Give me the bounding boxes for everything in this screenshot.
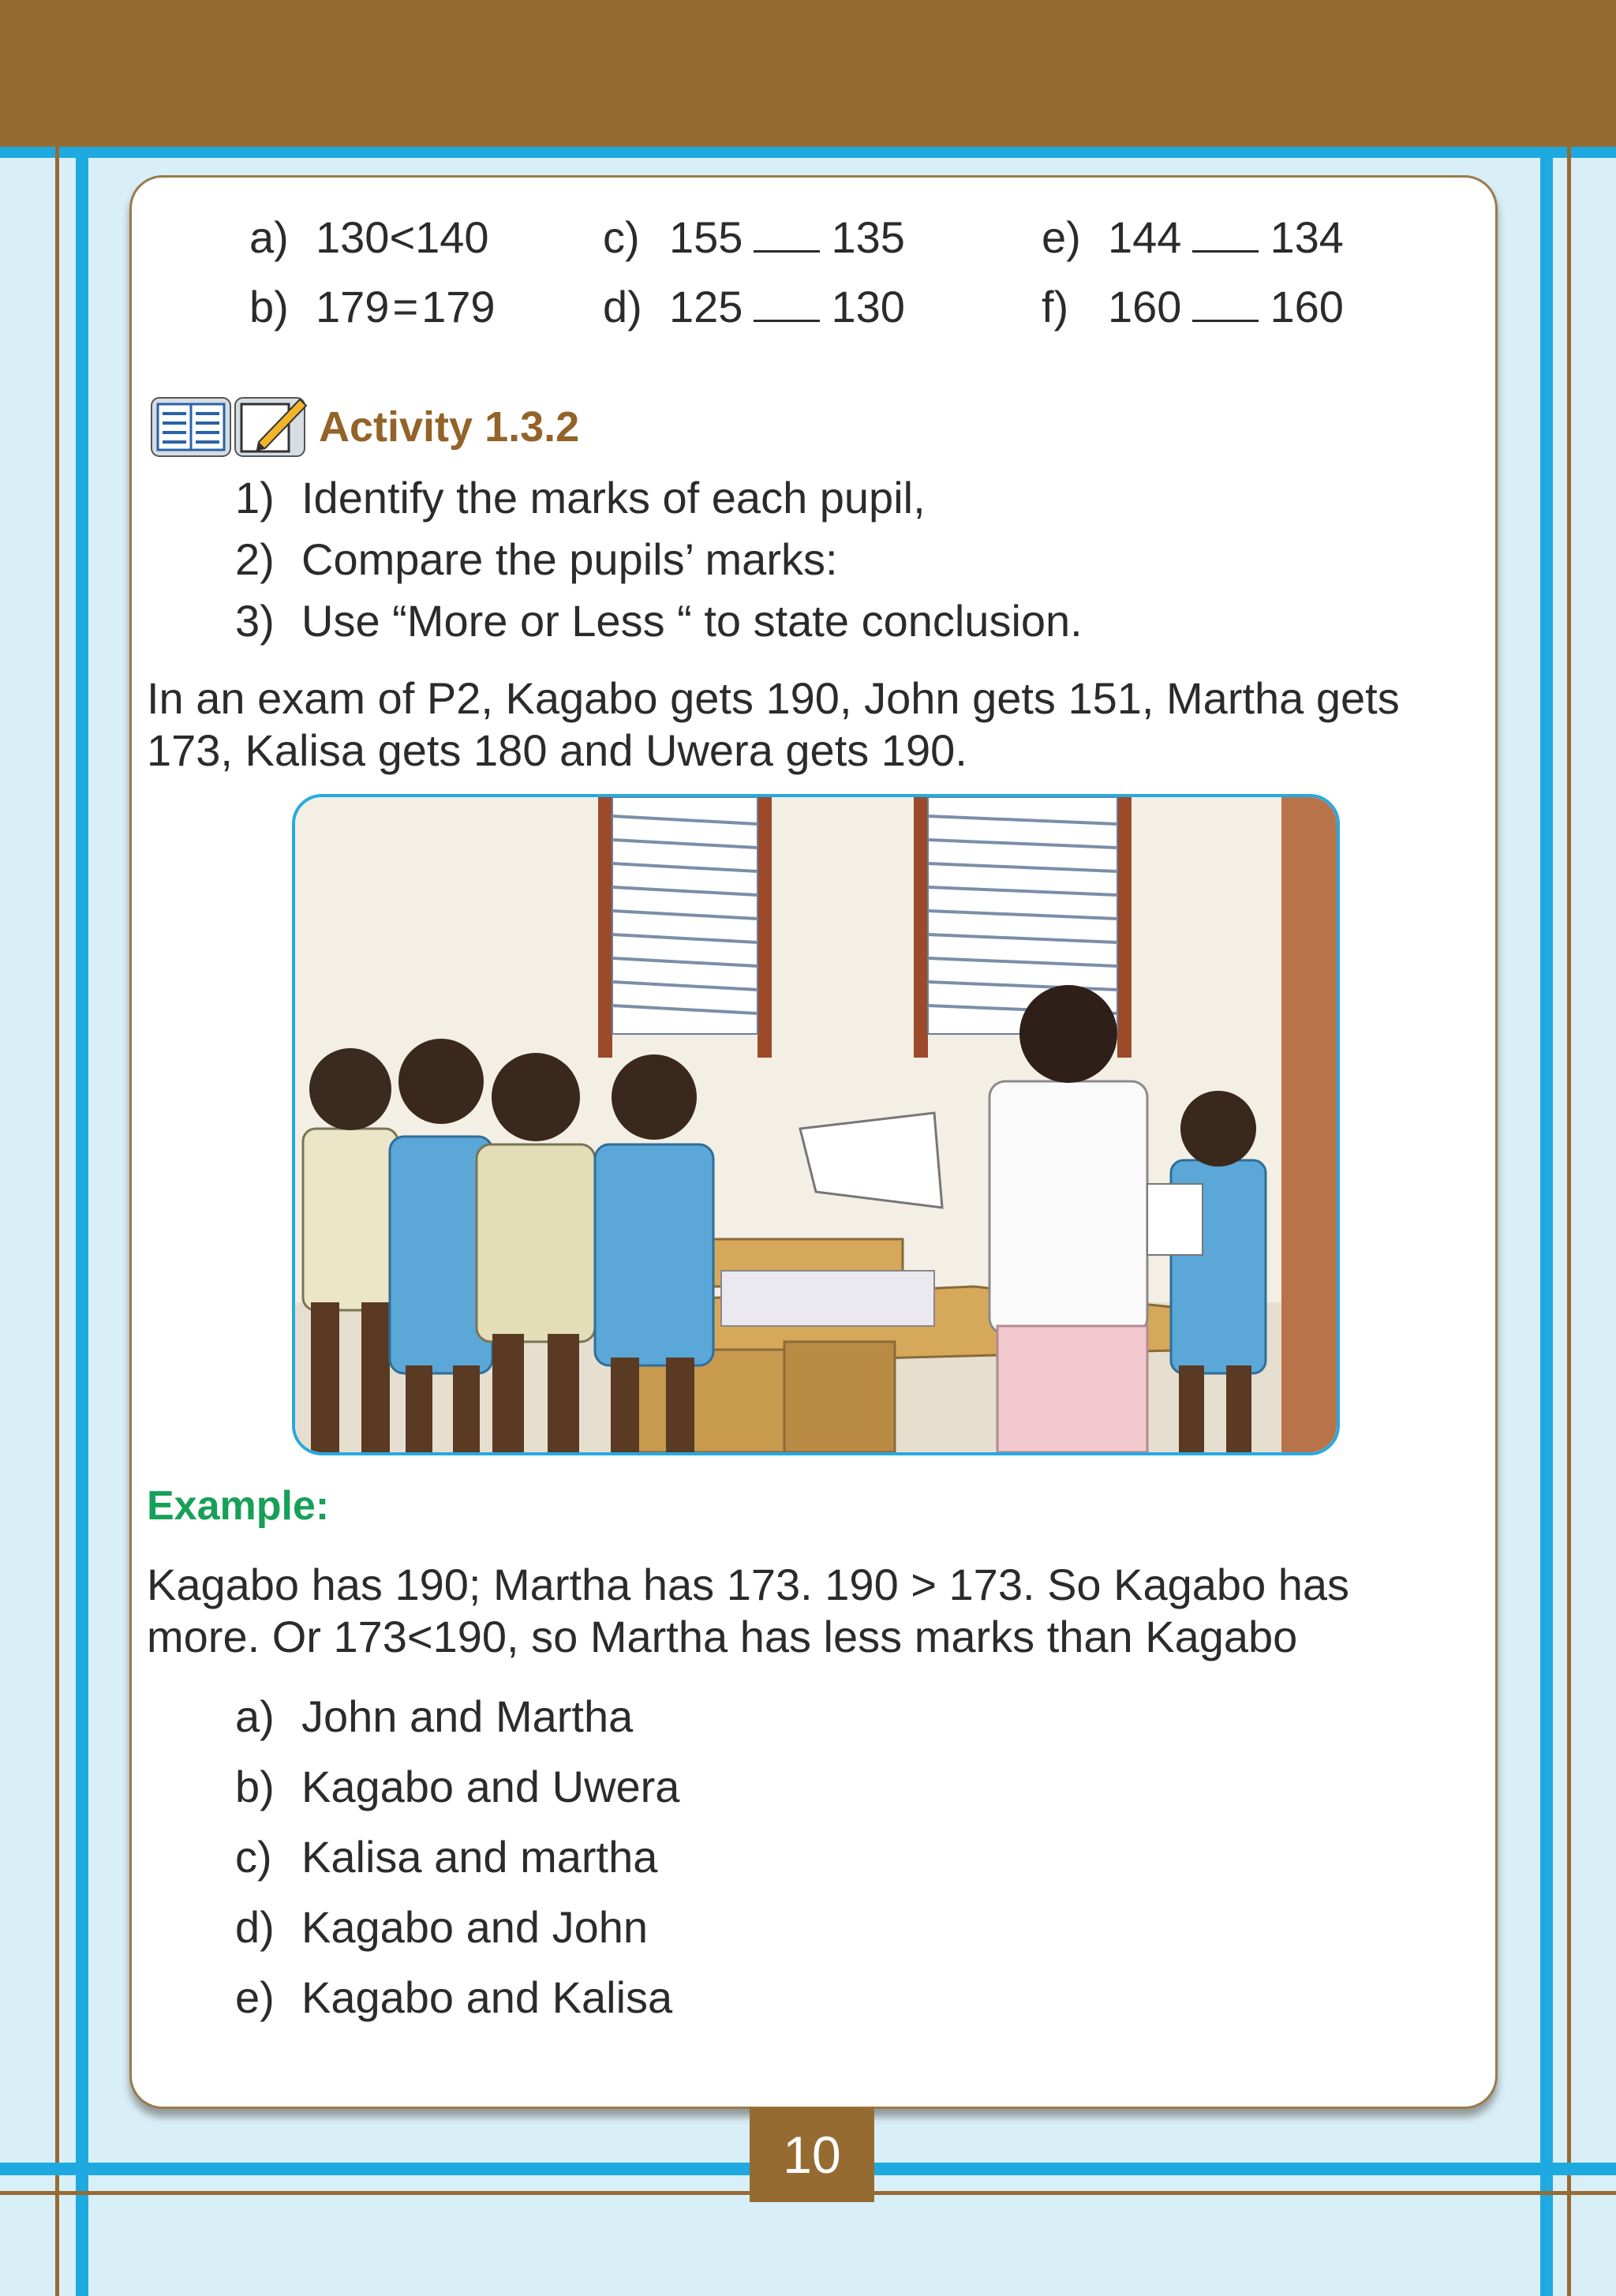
intro-line: 173, Kalisa gets 180 and Uwera gets 190. xyxy=(147,725,967,775)
pair-label: b) xyxy=(235,1762,275,1811)
activity-title: Activity 1.3.2 xyxy=(319,403,580,451)
intro-line: In an exam of P2, Kagabo gets 190, John gets 151, Martha gets xyxy=(147,673,1400,723)
exercise-right-value: 134 xyxy=(1270,212,1344,262)
answer-blank[interactable] xyxy=(754,288,820,322)
exercise-label: c) xyxy=(603,212,640,262)
exercise-f xyxy=(1042,281,1344,332)
exercise-left-value: 125 xyxy=(669,282,743,331)
exercise-label: d) xyxy=(603,282,642,331)
exercise-right-value: 130 xyxy=(831,282,905,331)
frame-line-right-blue xyxy=(1540,147,1553,2296)
example-paragraph xyxy=(147,1559,1488,1663)
exercise-b xyxy=(249,281,496,332)
pair-text: Kagabo and Uwera xyxy=(301,1762,680,1811)
step-number: 3) xyxy=(235,596,275,646)
exercise-left-value: 144 xyxy=(1108,212,1182,262)
activity-heading xyxy=(150,391,579,463)
step-number: 1) xyxy=(235,473,275,522)
exercise-label: a) xyxy=(249,212,289,262)
frame-line-right-brown xyxy=(1567,147,1571,2296)
list-item xyxy=(235,1962,679,2032)
exercise-e xyxy=(1042,212,1344,263)
exercise-right-value: 160 xyxy=(1270,282,1344,331)
exercise-label: b) xyxy=(249,282,289,331)
pair-label: c) xyxy=(235,1832,272,1882)
step-text: Identify the marks of each pupil, xyxy=(301,473,926,522)
exercise-c xyxy=(603,212,905,263)
frame-line-left-blue xyxy=(76,147,88,2296)
step-text: Use “More or Less “ to state conclusion. xyxy=(301,596,1083,646)
exercise-right-value: 135 xyxy=(831,212,905,262)
list-item xyxy=(235,590,1083,652)
top-blue-stripe xyxy=(0,147,1616,158)
exercise-right-value: 179 xyxy=(421,282,496,331)
answer-blank[interactable] xyxy=(1192,219,1259,253)
exercise-operator: = xyxy=(392,282,419,331)
intro-paragraph xyxy=(147,672,1488,777)
exercise-label: e) xyxy=(1042,212,1081,262)
pair-label: d) xyxy=(235,1902,275,1952)
list-item xyxy=(235,467,1083,529)
list-item xyxy=(235,1822,679,1892)
exercise-label: f) xyxy=(1042,282,1069,331)
pair-text: Kagabo and Kalisa xyxy=(301,1972,673,2022)
example-line: Kagabo has 190; Martha has 173. 190 > 173. So Kagabo has xyxy=(147,1560,1350,1609)
exercise-a xyxy=(249,212,489,263)
answer-blank[interactable] xyxy=(754,219,820,253)
pair-text: John and Martha xyxy=(301,1691,634,1741)
pair-text: Kagabo and John xyxy=(301,1902,649,1952)
frame-line-left-brown xyxy=(55,147,59,2296)
pair-text: Kalisa and martha xyxy=(301,1832,658,1882)
comparison-pairs xyxy=(235,1681,679,2032)
exercise-left-value: 130 xyxy=(316,212,390,262)
exercise-operator: < xyxy=(389,212,416,262)
classroom-illustration xyxy=(292,794,1340,1455)
pair-label: a) xyxy=(235,1691,275,1741)
answer-blank[interactable] xyxy=(1192,288,1259,322)
list-item xyxy=(235,1751,679,1822)
list-item xyxy=(235,529,1083,590)
exercise-left-value: 160 xyxy=(1108,282,1182,331)
example-label: Example: xyxy=(147,1483,330,1529)
list-item xyxy=(235,1892,679,1962)
step-number: 2) xyxy=(235,534,275,584)
exercise-left-value: 155 xyxy=(669,212,743,262)
exercise-right-value: 140 xyxy=(415,212,489,262)
exercise-d xyxy=(603,281,905,332)
activity-steps xyxy=(235,467,1083,652)
classroom-illustration-image xyxy=(295,797,1337,1452)
book-and-pencil-icon xyxy=(150,393,308,461)
step-text: Compare the pupils’ marks: xyxy=(301,534,838,584)
page-number: 10 xyxy=(750,2107,874,2202)
top-banner xyxy=(0,0,1616,147)
example-line: more. Or 173<190, so Martha has less marks than Kagabo xyxy=(147,1612,1298,1661)
exercise-left-value: 179 xyxy=(316,282,390,331)
list-item xyxy=(235,1681,679,1751)
pair-label: e) xyxy=(235,1972,275,2022)
